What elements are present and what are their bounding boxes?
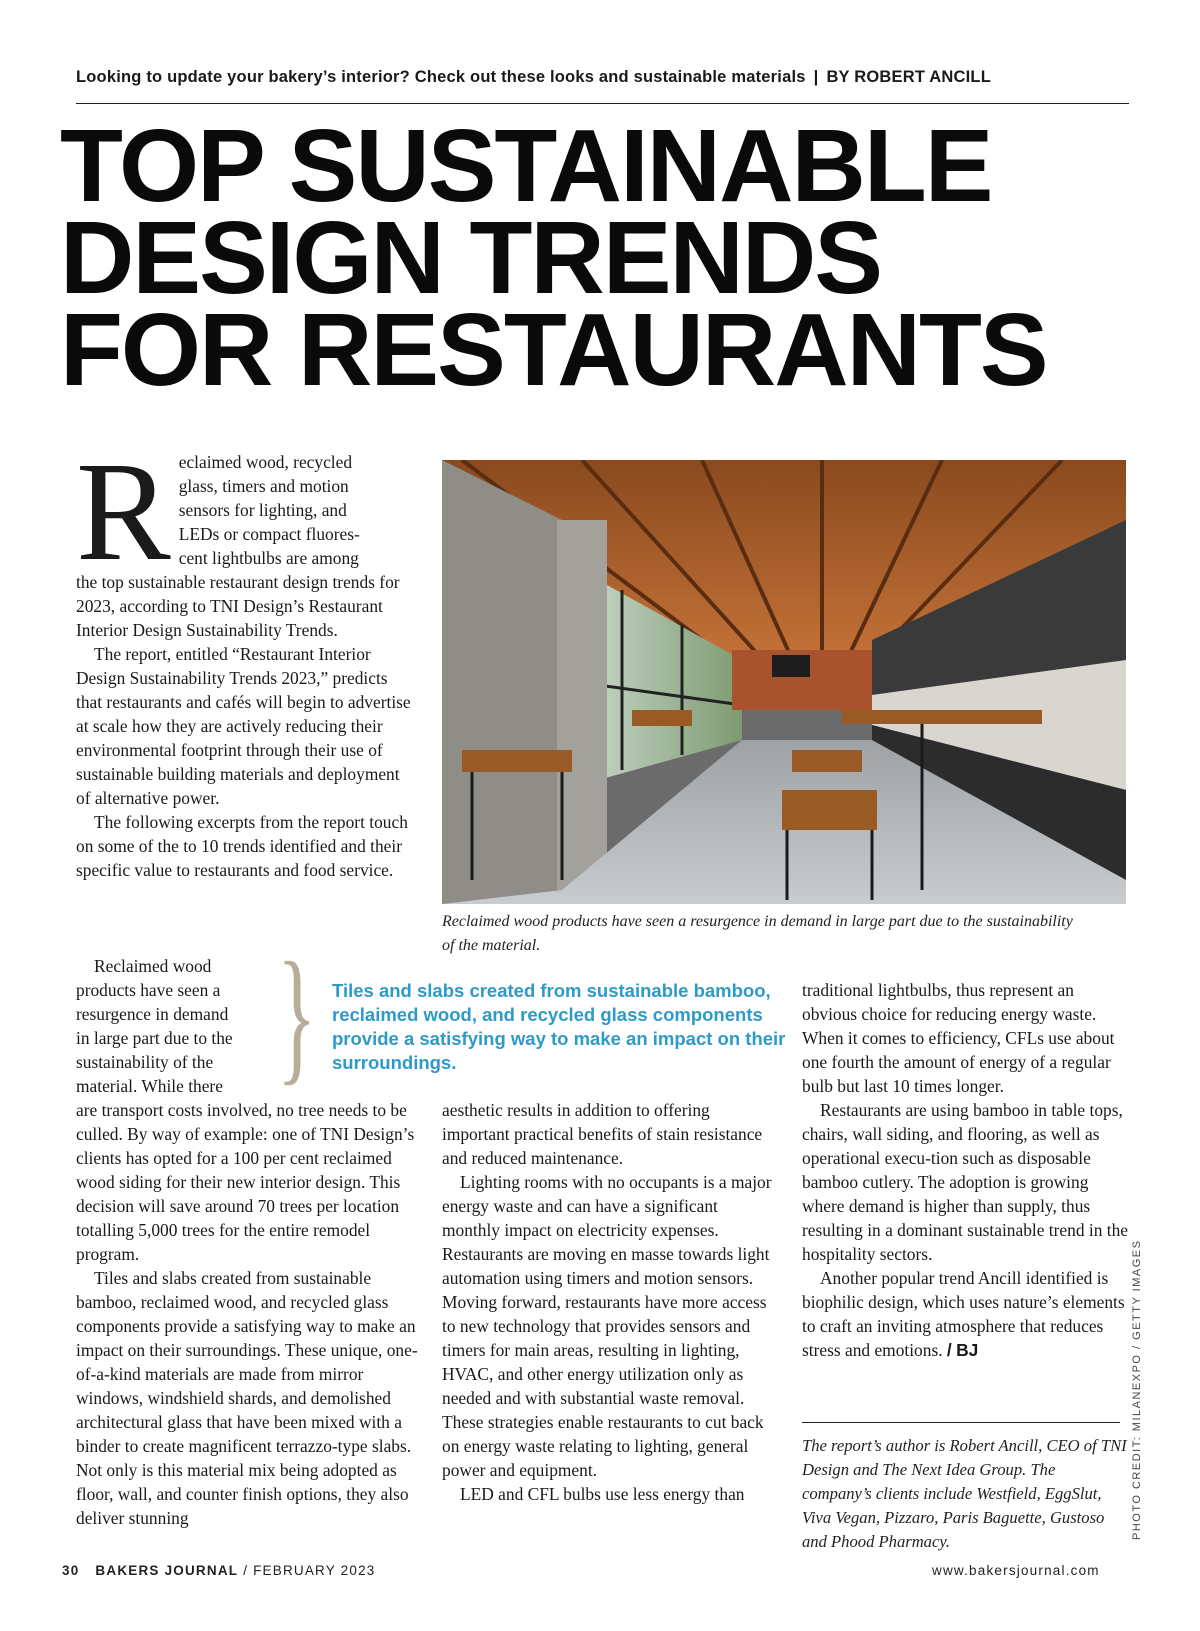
column-1-narrow xyxy=(76,954,276,1098)
headline-line-3: FOR RESTAURANTS xyxy=(60,292,1047,407)
text-line: Reclaimed wood xyxy=(94,956,212,976)
paragraph: are transport costs involved, no tree needs to be culled. By way of example: one of TNI Design’s clients has opted for a 100 per cent reclaimed wood siding for their new interior design. This decision will save around 70 trees per location totalling 5,000 trees for the entire remodel program. xyxy=(76,1100,415,1264)
paragraph-text: Another popular trend Ancill identified is biophilic design, which uses nature’s elements to craft an inviting atmosphere that reduces stress and emotions. xyxy=(802,1268,1125,1360)
column-2 xyxy=(442,1098,772,1506)
article-kicker xyxy=(76,68,1120,87)
paragraph: The following excerpts from the report touch on some of the to 10 trends identified and their specific value to restaurants and food service. xyxy=(76,812,408,880)
paragraph: The report, entitled “Restaurant Interior Design Sustainability Trends 2023,” predicts that restaurants and cafés will begin to advertise at scale how they are actively reducing their environmental footprint through their use of sustainable building materials and deployment of alternative power. xyxy=(76,644,411,808)
kicker-separator: | xyxy=(813,68,819,86)
pull-quote-brace: } xyxy=(277,932,317,1098)
photo-caption: Reclaimed wood products have seen a resurgence in demand in large part due to the sustainability of the material. xyxy=(442,913,1073,954)
column-1-bottom xyxy=(76,1098,422,1530)
paragraph: Restaurants are using bamboo in table tops, chairs, wall siding, and flooring, as well as operational execu-tion such as disposable bamboo cutlery. The adoption is growing where demand is higher than supply, thus resulting in a dominant sustainable trend in the hospitality sectors. xyxy=(802,1100,1129,1264)
intro-paragraph xyxy=(76,432,414,642)
text-line: material. While there xyxy=(76,1076,223,1096)
text-line: resurgence in demand xyxy=(76,1004,229,1024)
issue-date: / FEBRUARY 2023 xyxy=(243,1563,376,1578)
restaurant-photo xyxy=(442,460,1126,904)
column-3 xyxy=(802,978,1132,1362)
drop-cap: R xyxy=(76,432,171,590)
paragraph xyxy=(802,1266,1132,1362)
headline-line-2: DESIGN TRENDS xyxy=(60,200,881,315)
paragraph: traditional lightbulbs, thus represent an obvious choice for reducing energy waste. When it comes to efficiency, CFLs use about one fourth the amount of energy of a regular bulb but last 10 times longer. xyxy=(802,980,1115,1096)
page-number: 30 xyxy=(62,1563,80,1578)
restaurant-interior-image xyxy=(442,460,1126,904)
paragraph: Lighting rooms with no occupants is a major energy waste and can have a significant monthly impact on electricity expenses. Restaurants are moving en masse towards light automation using timers and motion sensors. Moving forward, restaurants have more access to new technology that provides sensors and timers for main areas, resulting in lighting, HVAC, and other energy utilization only as needed and with substantial waste removal. These strategies enable restaurants to cut back on energy waste relating to lighting, general power and equipment. xyxy=(442,1172,772,1480)
publication-name: BAKERS JOURNAL xyxy=(95,1563,239,1578)
text-line: in large part due to the xyxy=(76,1028,233,1048)
byline: BY ROBERT ANCILL xyxy=(826,68,991,86)
headline xyxy=(60,108,1047,407)
footer-left xyxy=(62,1563,376,1578)
header-rule xyxy=(76,103,1129,104)
paragraph: aesthetic results in addition to offering important practical benefits of stain resistance and reduced maintenance. xyxy=(442,1100,763,1168)
intro-line: LEDs or compact fluores- xyxy=(178,524,360,544)
signoff-slash: / xyxy=(946,1340,952,1360)
intro-line: eclaimed wood, recycled xyxy=(178,452,353,472)
author-bio: The report’s author is Robert Ancill, CEO of TNI Design and The Next Idea Group. The company’s clients include Westfield, EggSlut, Viva Vegan, Pizzaro, Paris Baguette, Gustoso and Phood Pharmacy. xyxy=(802,1436,1127,1551)
intro-line: glass, timers and motion xyxy=(178,476,349,496)
intro-rest: the top sustainable restaurant design trends for 2023, according to TNI Design’s Restaurant Interior Design Sustainability Trends. xyxy=(76,572,400,640)
paragraph: Tiles and slabs created from sustainable bamboo, reclaimed wood, and recycled glass components provide a satisfying way to make an impact on their surroundings. These unique, one-of-a-kind materials are made from mirror windows, windshield shards, and demolished architectural glass that have been mixed with a binder to create magnificent terrazzo-type slabs. Not only is this material mix being adopted as floor, wall, and counter finish options, they also deliver stunning xyxy=(76,1268,418,1528)
photo-credit: PHOTO CREDIT: MILANEXPO / GETTY IMAGES xyxy=(1131,1239,1143,1540)
intro-line: cent lightbulbs are among xyxy=(178,548,359,568)
text-line: products have seen a xyxy=(76,980,221,1000)
bio-rule xyxy=(802,1422,1120,1423)
headline-line-1: TOP SUSTAINABLE xyxy=(60,108,992,223)
signoff-mark: BJ xyxy=(956,1340,979,1360)
pull-quote: Tiles and slabs created from sustainable bamboo, reclaimed wood, and recycled glass components provide a satisfying way to make an impact on their surroundings. xyxy=(332,980,786,1073)
text-line: sustainability of the xyxy=(76,1052,214,1072)
footer-url: www.bakersjournal.com xyxy=(932,1563,1100,1578)
column-1-top xyxy=(76,432,414,882)
paragraph: LED and CFL bulbs use less energy than xyxy=(460,1484,745,1504)
intro-line: sensors for lighting, and xyxy=(178,500,347,520)
kicker-text: Looking to update your bakery’s interior? Check out these looks and sustainable materials xyxy=(76,68,806,86)
